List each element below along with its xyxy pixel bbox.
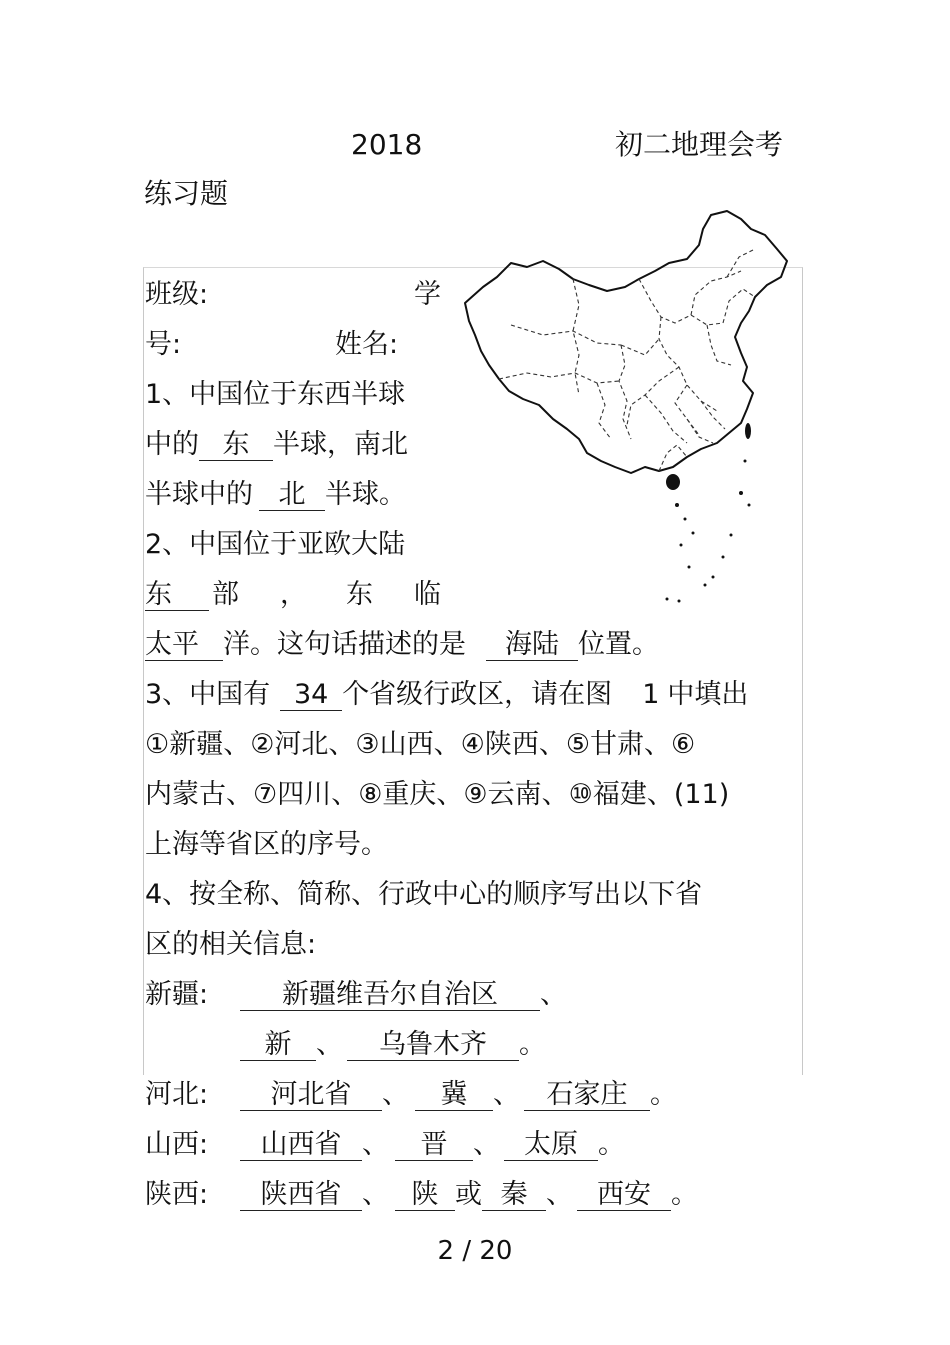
q4-row-xinjiang-line2 bbox=[240, 1028, 546, 1062]
q4-shaanxi-short-a: 陕 bbox=[395, 1180, 455, 1211]
china-map-image bbox=[455, 205, 795, 610]
q2-answer-part-blank: 东 bbox=[145, 580, 209, 611]
q2-line1: 2、中国位于亚欧大陆 bbox=[145, 529, 406, 560]
q2-answer-position: 海陆 bbox=[486, 630, 578, 661]
q4-line2: 区的相关信息: bbox=[145, 929, 317, 960]
page-number: 2 / 20 bbox=[437, 1236, 513, 1266]
q4-shanxi-full: 山西省 bbox=[240, 1130, 362, 1161]
q4-row-shaanxi-label: 陕西: bbox=[145, 1179, 209, 1210]
q3-line2: ①新疆、②河北、③山西、④陕西、⑤甘肃、⑥ bbox=[145, 729, 696, 760]
student-id-label-a: 学 bbox=[414, 279, 441, 310]
q4-row-shaanxi-answers bbox=[240, 1178, 698, 1212]
q2-word-bu: 部 bbox=[212, 579, 239, 610]
q1-line2-pre: 中的 bbox=[145, 429, 199, 460]
q4-sep: 、 bbox=[362, 1129, 389, 1160]
q1-line2-post: 半球，南北 bbox=[273, 429, 408, 460]
q2-word-comma: ， bbox=[280, 579, 307, 610]
q2-answer-ocean: 太平 bbox=[145, 630, 223, 661]
q3-line4: 上海等省区的序号。 bbox=[145, 829, 388, 860]
q2-post-position: 位置。 bbox=[578, 629, 659, 660]
q4-xinjiang-full: 新疆维吾尔自治区 bbox=[240, 980, 540, 1011]
q4-end: 。 bbox=[671, 1179, 698, 1210]
q4-hebei-capital: 石家庄 bbox=[524, 1080, 650, 1111]
q4-line1: 4、按全称、简称、行政中心的顺序写出以下省 bbox=[145, 879, 703, 910]
q3-post2: 中填出 bbox=[667, 679, 749, 710]
q4-xinjiang-short: 新 bbox=[240, 1030, 316, 1061]
q3-answer-count: 34 bbox=[280, 680, 342, 711]
q4-hebei-short: 冀 bbox=[415, 1080, 493, 1111]
q1-line2 bbox=[145, 428, 408, 462]
q4-row-shanxi-answers bbox=[240, 1128, 625, 1162]
q4-shanxi-capital: 太原 bbox=[504, 1130, 598, 1161]
q3-line1 bbox=[145, 678, 748, 712]
q2-line3 bbox=[145, 628, 659, 662]
q3-post: 个省级行政区，请在图 bbox=[342, 679, 613, 710]
q2-post-ocean: 洋。这句话描述的是 bbox=[223, 629, 466, 660]
q4-row-hebei-label: 河北: bbox=[145, 1079, 209, 1110]
q1-line3-post: 半球。 bbox=[325, 479, 406, 510]
q4-shaanxi-capital: 西安 bbox=[577, 1180, 671, 1211]
name-label: 姓名: bbox=[335, 329, 399, 360]
q2-answer-part bbox=[145, 578, 209, 612]
q4-sep: 、 bbox=[382, 1079, 409, 1110]
q4-row-shanxi-label: 山西: bbox=[145, 1129, 209, 1160]
q1-answer-hemisphere-ns: 北 bbox=[259, 480, 325, 511]
q4-sep: 、 bbox=[473, 1129, 500, 1160]
student-id-label-b: 号: bbox=[145, 329, 182, 360]
q4-sep: 、 bbox=[493, 1079, 520, 1110]
q4-sep: 、 bbox=[316, 1029, 343, 1060]
q4-hebei-full: 河北省 bbox=[240, 1080, 382, 1111]
q1-line3 bbox=[145, 478, 406, 512]
q4-row-xinjiang-label: 新疆: bbox=[145, 979, 209, 1010]
title-subject: 初二地理会考 bbox=[615, 128, 784, 161]
q3-line3: 内蒙古、⑦四川、⑧重庆、⑨云南、⑩福建、(11) bbox=[145, 779, 730, 810]
q4-end: 。 bbox=[650, 1079, 677, 1110]
q2-word-lin: 临 bbox=[414, 579, 441, 610]
q4-sep: 、 bbox=[540, 979, 567, 1010]
q4-xinjiang-capital: 乌鲁木齐 bbox=[347, 1030, 519, 1061]
q3-fig-num: 1 bbox=[642, 679, 660, 710]
q4-shaanxi-full: 陕西省 bbox=[240, 1180, 362, 1211]
class-label: 班级: bbox=[145, 279, 209, 310]
q2-word-dong: 东 bbox=[346, 579, 373, 610]
q4-row-xinjiang-line1 bbox=[240, 978, 567, 1012]
q4-row-hebei-answers bbox=[240, 1078, 677, 1112]
q1-line1: 1、中国位于东西半球 bbox=[145, 379, 406, 410]
q4-sep: 、 bbox=[546, 1179, 573, 1210]
q4-shanxi-short: 晋 bbox=[395, 1130, 473, 1161]
q4-end: 。 bbox=[519, 1029, 546, 1060]
q4-shaanxi-or: 或 bbox=[455, 1179, 482, 1210]
title-year: 2018 bbox=[351, 128, 423, 161]
q4-shaanxi-short-b: 秦 bbox=[482, 1180, 546, 1211]
q3-pre: 3、中国有 bbox=[145, 679, 271, 710]
q1-answer-hemisphere-ew: 东 bbox=[199, 430, 273, 461]
q4-sep: 、 bbox=[362, 1179, 389, 1210]
q1-line3-pre: 半球中的 bbox=[145, 479, 253, 510]
title-suffix: 练习题 bbox=[144, 177, 229, 210]
q4-end: 。 bbox=[598, 1129, 625, 1160]
